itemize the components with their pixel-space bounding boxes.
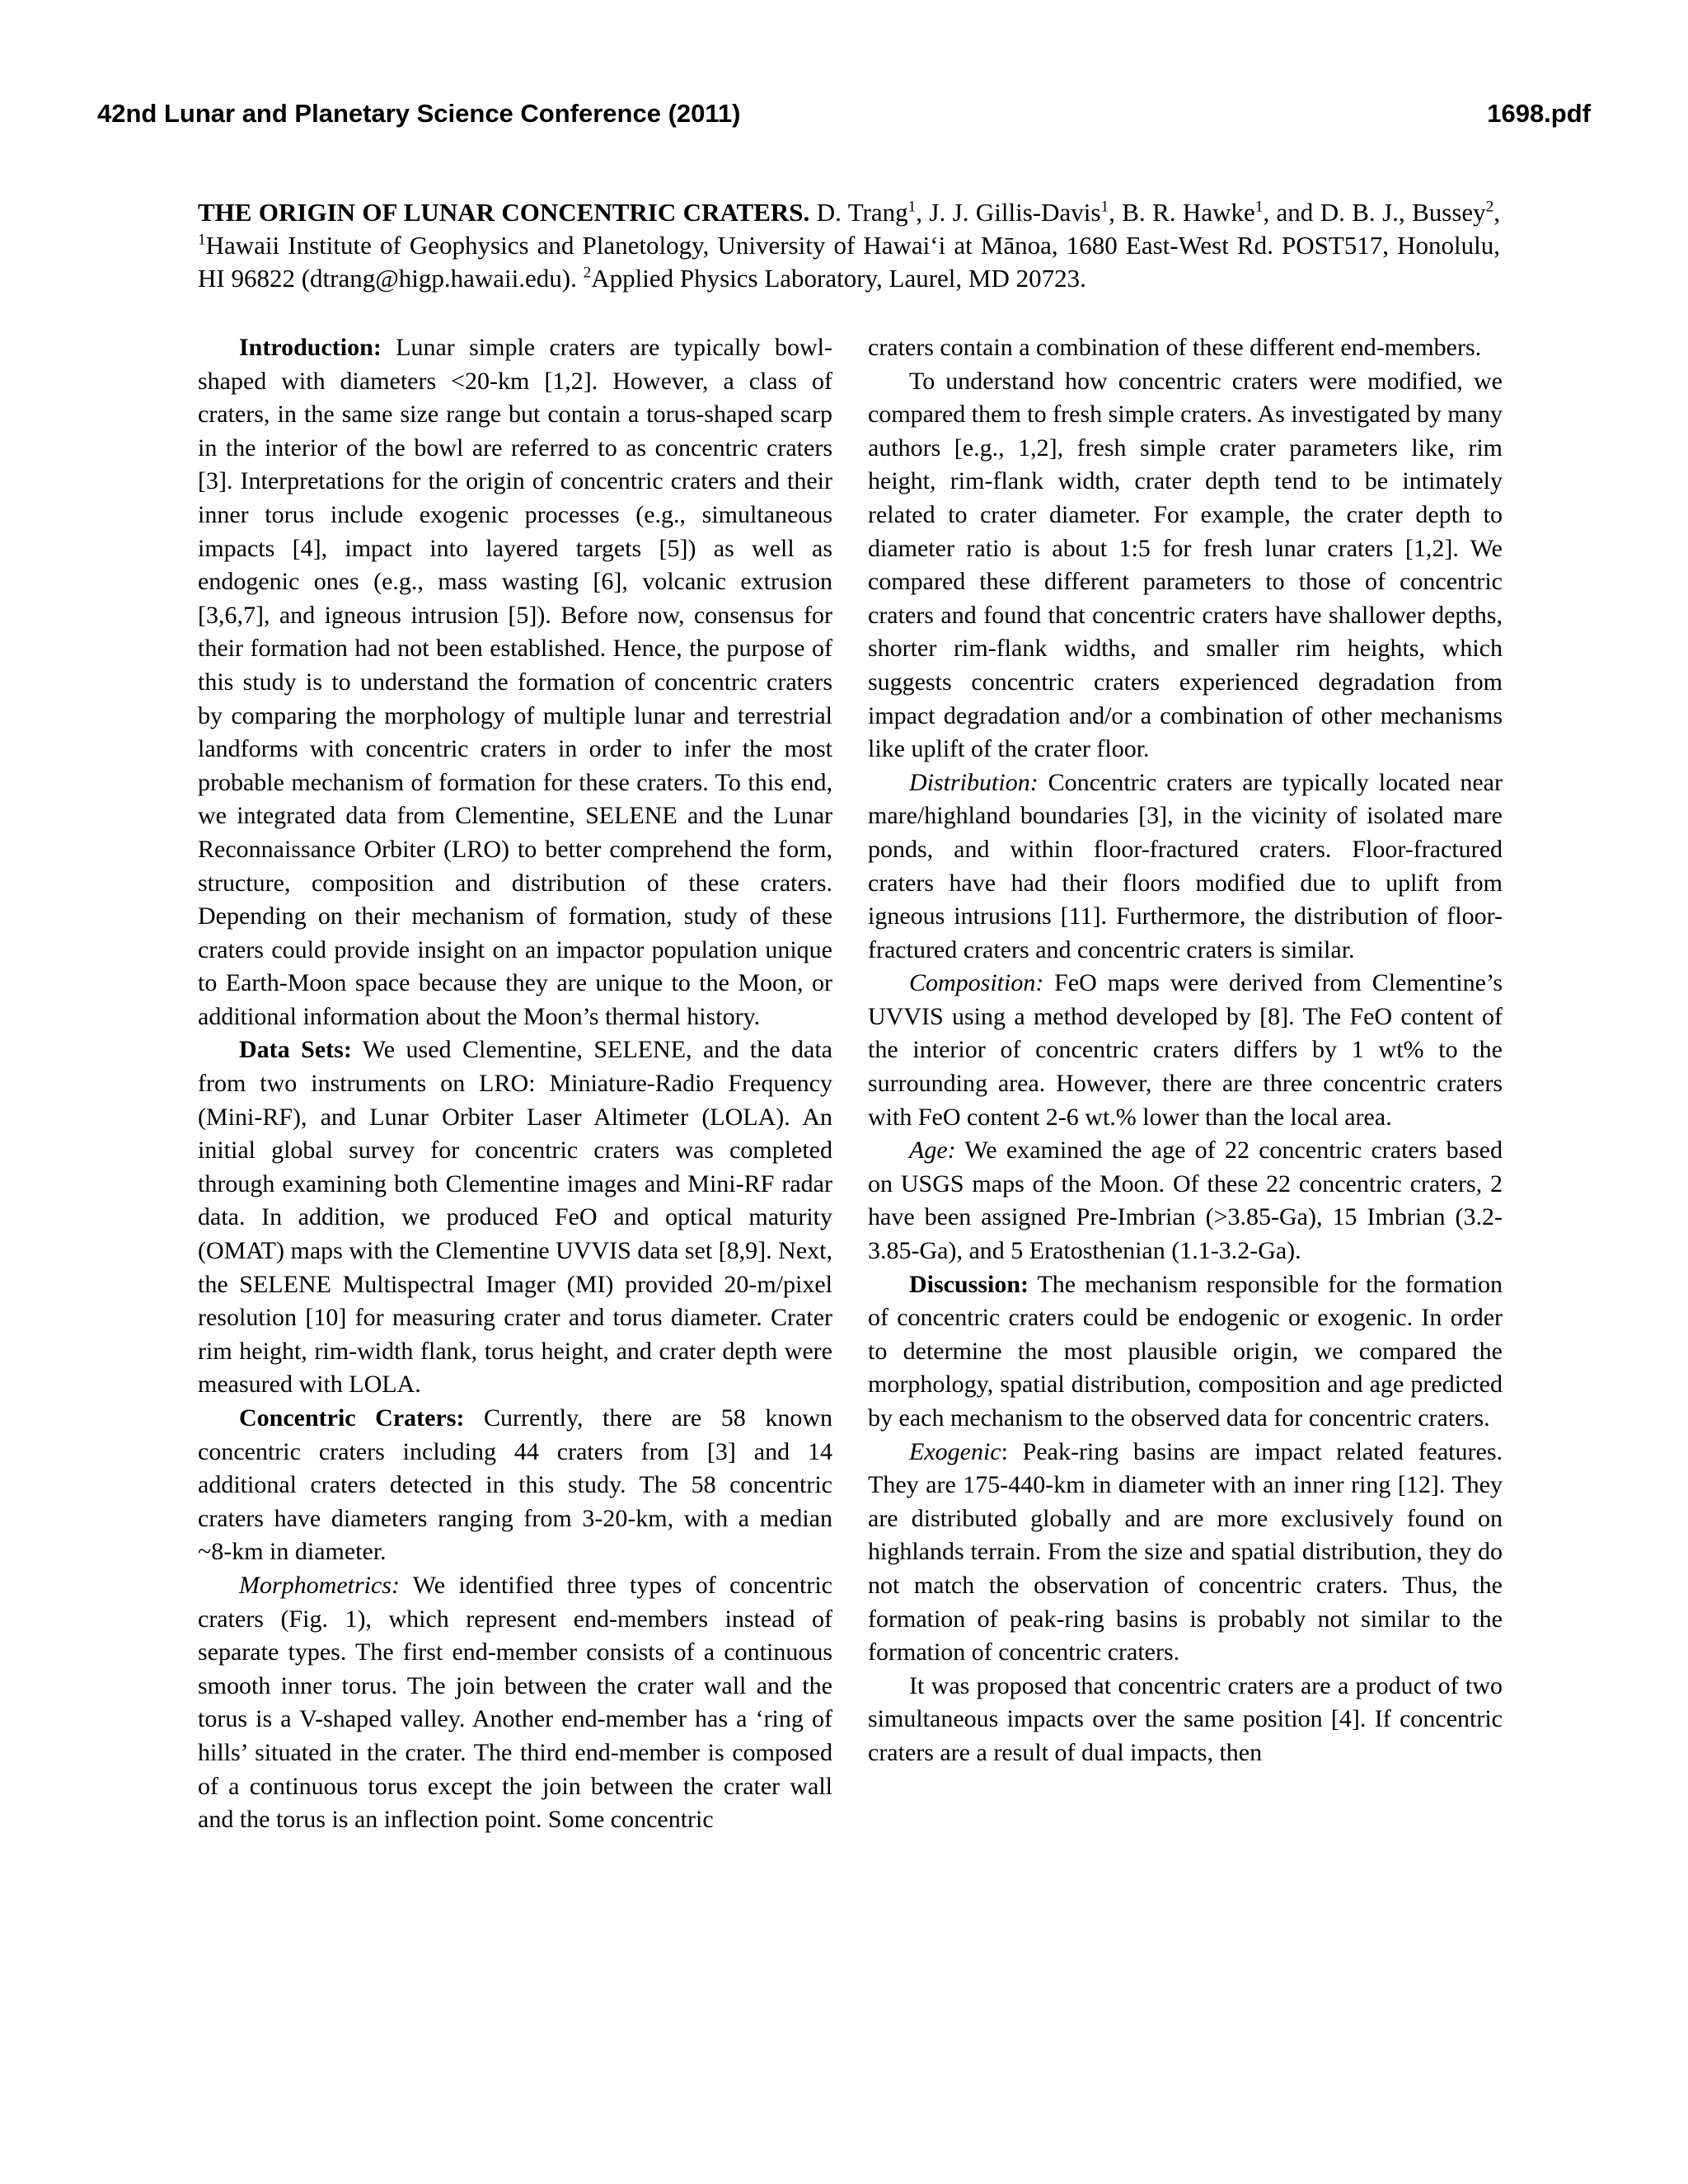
author-1-affiliation: 1 (907, 198, 917, 216)
author-2-affiliation: 1 (1100, 198, 1109, 216)
exogenic-heading: Exogenic (909, 1437, 1001, 1465)
exogenic-text: : Peak-ring basins are impact related features. They are 175-440-km in diameter with an inner ring [12]. They are distributed globally and are more exclusively found on highlands terrain. From the size and spatial distribution, they do not match the observation of concentric craters. Thus, the formation of peak-ring basins is probably not similar to the formation of concentric craters. (868, 1437, 1503, 1666)
author-2: , J. J. Gillis-Davis (916, 198, 1101, 227)
distribution-paragraph (868, 766, 1503, 968)
file-name: 1698.pdf (1487, 99, 1591, 128)
conference-name: 42nd Lunar and Planetary Science Conference (2011) (97, 99, 741, 128)
dual-impact-paragraph: It was proposed that concentric craters are a product of two simultaneous impacts over the same position [4]. If concentric craters are a result of dual impacts, then (868, 1671, 1503, 1766)
affiliation-1: Hawaii Institute of Geophysics and Planetology, University of Hawai‘i at Mānoa, 1680 East-West Rd. POST517, Honolulu, HI 96822 (dtrang@higp.hawaii.edu). (198, 231, 1500, 293)
concentric-craters-text: Currently, there are 58 known concentric craters including 44 craters from [3] and 14 additional craters detected in this study. The 58 concentric craters have diameters ranging from 3-20-km, with a median ~8-km in diameter. (198, 1404, 832, 1566)
composition-text: FeO maps were derived from Clementine’s UVVIS using a method developed by [8]. The FeO content of the interior of concentric craters differs by 1 wt% to the surrounding area. However, there are three concentric craters with FeO content 2-6 wt.% lower than the local area. (868, 969, 1503, 1131)
page-header (97, 99, 1591, 132)
morphometrics-text: We identified three types of concentric craters (Fig. 1), which represent end-members instead of separate types. The first end-member consists of a continuous smooth inner torus. The join between the crater wall and the torus is a V-shaped valley. Another end-member has a ‘ring of hills’ situated in the crater. The third end-member is composed of a continuous torus except the join between the crater wall and the torus is an inflection point. Some concentric (198, 1571, 832, 1834)
comparison-paragraph: To understand how concentric craters were modified, we compared them to fresh simple craters. As investigated by many authors [e.g., 1,2], fresh simple crater parameters like, rim height, rim-flank width, crater depth tend to be intimately related to crater diameter. For example, the crater depth to diameter ratio is about 1:5 for fresh lunar craters [1,2]. We compared these different parameters to those of concentric craters and found that concentric craters have shallower depths, shorter rim-flank widths, and smaller rim heights, which suggests concentric craters experienced degradation from impact degradation and/or a combination of other mechanisms like uplift of the crater floor. (868, 367, 1503, 763)
morphometrics-paragraph (198, 1569, 832, 1837)
age-heading: Age: (909, 1137, 956, 1165)
author-3-affiliation: 1 (1254, 198, 1264, 216)
age-text: We examined the age of 22 concentric craters based on USGS maps of the Moon. Of these 22 concentric craters, 2 have been assigned Pre-Imbrian (>3.85-Ga), 15 Imbrian (3.2-3.85-Ga), and 5 Eratosthenian (1.1-3.2-Ga). (868, 1137, 1503, 1265)
age-paragraph (868, 1134, 1503, 1268)
distribution-heading: Distribution: (909, 768, 1039, 796)
concentric-craters-paragraph (198, 1402, 832, 1569)
exogenic-paragraph (868, 1436, 1503, 1670)
introduction-text: Lunar simple craters are typically bowl-shaped with diameters <20-km [1,2]. However, a class of craters, in the same size range but contain a torus-shaped scarp in the interior of the bowl are referred to as concentric craters [3]. Interpretations for the origin of concentric craters and their inner torus include exogenic processes (e.g., simultaneous impacts [4], impact into layered targets [5]) as well as endogenic ones (e.g., mass wasting [6], volcanic extrusion [3,6,7], and igneous intrusion [5]). Before now, consensus for their formation had not been established. Hence, the purpose of this study is to understand the formation of concentric craters by comparing the morphology of multiple lunar and terrestrial landforms with concentric craters in order to infer the most probable mechanism of formation for these craters. To this end, we integrated data from Clementine, SELENE and the Lunar Reconnaissance Orbiter (LRO) to better comprehend the form, structure, composition and distribution of these craters. Depending on their mechanism of formation, study of these craters could provide insight on an impactor population unique to Earth-Moon space because they are unique to the Moon, or additional information about the Moon’s thermal history. (198, 334, 832, 1030)
distribution-text: Concentric craters are typically located near mare/highland boundaries [3], in the vicinity of isolated mare ponds, and within floor-fractured craters. Floor-fractured craters have had their floors modified due to uplift from igneous intrusions [11]. Furthermore, the distribution of floor-fractured craters and concentric craters is similar. (868, 768, 1503, 963)
affiliation-2: Applied Physics Laboratory, Laurel, MD 20723. (591, 264, 1086, 293)
author-3: , B. R. Hawke (1109, 198, 1255, 227)
affiliation-2-marker: 2 (583, 264, 592, 282)
data-sets-heading: Data Sets: (239, 1036, 352, 1064)
discussion-text: The mechanism responsible for the formation of concentric craters could be endogenic or exogenic. In order to determine the most plausible origin, we compared the morphology, spatial distribution, composition and age predicted by each mechanism to the observed data for concentric craters. (868, 1270, 1503, 1432)
continued-paragraph: craters contain a combination of these different end-members. (868, 334, 1482, 361)
discussion-heading: Discussion: (909, 1270, 1029, 1298)
title-block (198, 196, 1500, 295)
affiliation-1-marker: 1 (198, 231, 206, 249)
author-4-affiliation: 2 (1485, 198, 1494, 216)
paper-title: THE ORIGIN OF LUNAR CONCENTRIC CRATERS. (198, 198, 810, 227)
discussion-paragraph (868, 1268, 1503, 1436)
morphometrics-heading: Morphometrics: (239, 1571, 400, 1599)
concentric-craters-heading: Concentric Craters: (239, 1404, 465, 1432)
right-column (868, 331, 1503, 1770)
author-separator: , (1493, 198, 1501, 227)
author-4: , and D. B. J., Bussey (1263, 198, 1486, 227)
composition-heading: Composition: (909, 969, 1044, 997)
data-sets-text: We used Clementine, SELENE, and the data from two instruments on LRO: Miniature-Radio Frequency (Mini-RF), and Lunar Orbiter Laser Altimeter (LOLA). An initial global survey for concentric craters was completed through examining both Clementine images and Mini-RF radar data. In addition, we produced FeO and optical maturity (OMAT) maps with the Clementine UVVIS data set [8,9]. Next, the SELENE Multispectral Imager (MI) provided 20-m/pixel resolution [10] for measuring crater and torus diameter. Crater rim height, rim-width flank, torus height, and crater depth were measured with LOLA. (198, 1036, 832, 1399)
composition-paragraph (868, 967, 1503, 1134)
author-1: D. Trang (816, 198, 908, 227)
left-column (198, 331, 832, 1837)
introduction-paragraph (198, 331, 832, 1033)
data-sets-paragraph (198, 1033, 832, 1402)
introduction-heading: Introduction: (239, 334, 382, 361)
